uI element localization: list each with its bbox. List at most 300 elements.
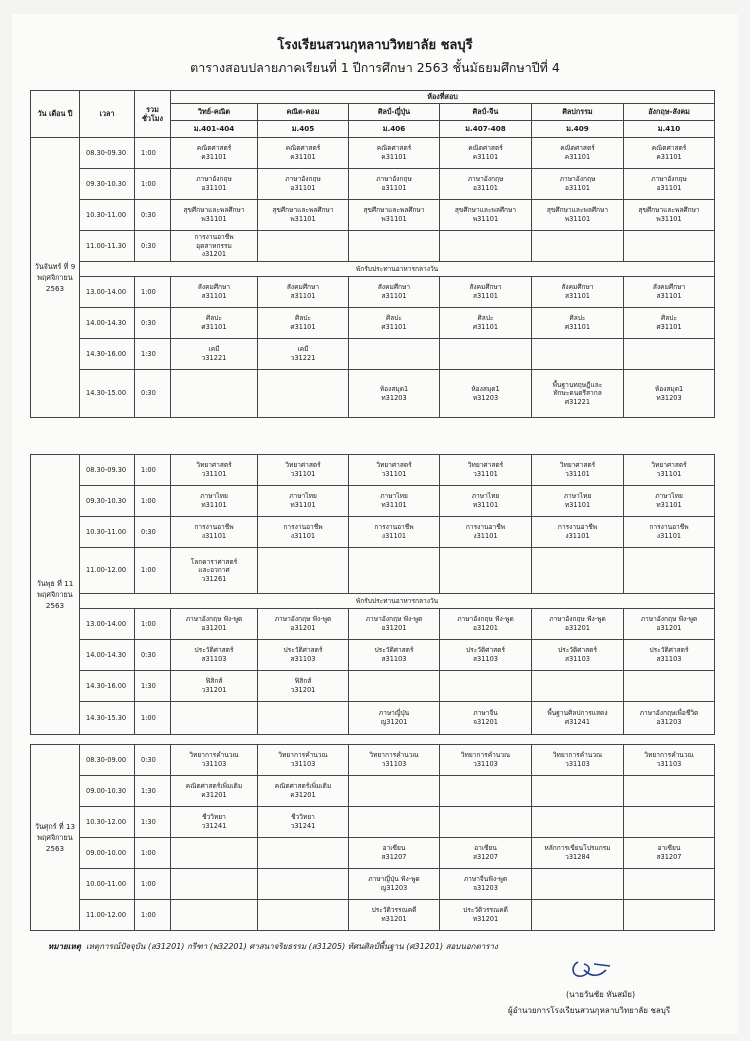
subject-cell	[349, 640, 440, 671]
subject-code: ว31261	[201, 574, 227, 583]
subject-name: ภาษาอังกฤษ	[196, 175, 232, 184]
subject-code: ว31103	[473, 760, 498, 768]
exam-row	[31, 277, 715, 308]
program-rooms: ม.407-408	[440, 121, 532, 138]
day-cell: วันศุกร์ ที่ 13 พฤศจิกายน 2563	[31, 745, 80, 931]
exam-table-day-1	[30, 90, 715, 418]
subject-code: ง31101	[381, 532, 407, 540]
subject-name: สุขศึกษาและพลศึกษา	[363, 206, 425, 215]
subject-cell	[258, 776, 349, 807]
subject-code: อ31101	[201, 184, 227, 192]
hours-cell: 1:30	[135, 339, 171, 370]
subject-name: ศิลปะ	[386, 314, 402, 323]
subject-cell	[258, 807, 349, 838]
subject-name: การงานอาชีพ	[194, 523, 234, 532]
subject-name: ภาษาอังกฤษ	[559, 175, 596, 184]
exam-row	[31, 455, 715, 486]
subject-cell	[349, 702, 440, 735]
program-name: คณิต-คอม	[258, 104, 349, 121]
subject-name: ภาษาอังกฤษ ฟัง-พูด	[274, 615, 332, 624]
subject-cell	[440, 640, 532, 671]
subject-name: อาเซียน	[382, 844, 406, 853]
subject-cell	[258, 548, 349, 594]
time-cell: 14.30-16.00	[80, 339, 135, 370]
subject-cell	[258, 869, 349, 900]
subject-code: ว31101	[656, 470, 682, 478]
subject-cell	[532, 745, 624, 776]
subject-cell	[171, 745, 258, 776]
subject-cell	[440, 548, 532, 594]
subject-name: ประวัติวรรณคดี	[371, 906, 417, 915]
subject-code: ส31103	[290, 655, 316, 663]
subject-code: ส31101	[290, 292, 316, 300]
subject-name: การงานอาชีพ	[557, 523, 598, 532]
subject-code: ท31101	[381, 501, 407, 509]
subject-cell	[258, 231, 349, 262]
hours-cell: 0:30	[135, 745, 171, 776]
subject-code: ศ31101	[564, 323, 591, 331]
subject-cell	[624, 640, 715, 671]
subject-name: ภาษาญี่ปุ่น	[378, 709, 410, 718]
subject-code: ท31201	[472, 915, 499, 923]
subject-code: ท31201	[381, 915, 407, 923]
subject-cell	[349, 308, 440, 339]
exam-table-day-2	[30, 454, 715, 735]
subject-cell	[440, 138, 532, 169]
subject-cell	[624, 745, 715, 776]
subject-code: ว31221	[201, 354, 227, 362]
subject-cell	[532, 339, 624, 370]
subject-code: อ31201	[201, 624, 227, 632]
hours-cell: 0:30	[135, 370, 171, 418]
subject-name: เคมี	[208, 345, 220, 354]
subject-name: อาเซียน	[474, 844, 497, 853]
subject-name: ศิลปะ	[206, 314, 222, 323]
subject-cell	[624, 138, 715, 169]
subject-code: ส31101	[656, 292, 682, 300]
subject-cell	[440, 308, 532, 339]
subject-cell	[624, 702, 715, 735]
subject-name: การงานอาชีพ	[194, 233, 234, 242]
subject-cell	[171, 231, 258, 262]
subject-code: ค31201	[201, 791, 227, 799]
subject-cell	[258, 277, 349, 308]
subject-cell	[258, 838, 349, 869]
hours-cell: 1:00	[135, 138, 171, 169]
exam-row	[31, 308, 715, 339]
subject-code: จ31203	[473, 884, 498, 892]
subject-cell	[258, 486, 349, 517]
exam-row	[31, 671, 715, 702]
subject-name: วิทยาการคำนวณ	[369, 751, 419, 760]
subject-cell	[349, 277, 440, 308]
subject-code: ศ31101	[290, 323, 316, 331]
lunch-break: พักรับประทานอาหารกลางวัน	[80, 594, 715, 609]
subject-cell	[171, 517, 258, 548]
time-cell: 10.30-12.00	[80, 807, 135, 838]
subject-cell	[171, 776, 258, 807]
program-name: วิทย์-คณิต	[171, 104, 258, 121]
subject-code: อ31101	[565, 184, 590, 192]
subject-cell	[258, 671, 349, 702]
subject-cell	[532, 138, 624, 169]
lunch-break: พักรับประทานอาหารกลางวัน	[80, 262, 715, 277]
subject-cell	[440, 702, 532, 735]
subject-cell	[624, 776, 715, 807]
subject-name: ศิลปะ	[477, 314, 494, 323]
subject-name: สังคมศึกษา	[469, 283, 502, 292]
time-cell: 10.30-11.00	[80, 517, 135, 548]
subject-cell	[258, 702, 349, 735]
exam-row	[31, 869, 715, 900]
subject-code: ว31103	[201, 760, 227, 768]
subject-name: พื้นฐานทฤษฎีและ	[552, 380, 603, 389]
subject-cell	[624, 455, 715, 486]
subject-cell	[440, 455, 532, 486]
subject-code: ค31201	[290, 791, 316, 799]
subject-code: ค31101	[564, 153, 591, 161]
subject-name: วิทยาการคำนวณ	[552, 751, 603, 760]
subject-cell	[440, 900, 532, 931]
subject-name: ภาษาอังกฤษ	[651, 175, 687, 184]
program-rooms: ม.406	[349, 121, 440, 138]
exam-row	[31, 138, 715, 169]
time-cell: 08.30-09.30	[80, 455, 135, 486]
subject-name: ภาษาอังกฤษเพื่อชีวิต	[639, 709, 699, 718]
subject-name: คณิตศาสตร์	[285, 144, 321, 153]
subject-cell	[171, 838, 258, 869]
subject-cell	[349, 138, 440, 169]
subject-code: ส31103	[656, 655, 682, 663]
time-cell: 08.30-09.00	[80, 745, 135, 776]
subject-cell	[532, 486, 624, 517]
subject-code: ค31101	[656, 153, 682, 161]
subject-name: สุขศึกษาและพลศึกษา	[454, 206, 517, 215]
subject-name: ประวัติศาสตร์	[649, 646, 689, 655]
subject-cell	[440, 486, 532, 517]
program-rooms: ม.409	[532, 121, 624, 138]
subject-cell	[624, 900, 715, 931]
subject-code: ค31101	[290, 153, 316, 161]
subject-cell	[349, 745, 440, 776]
subject-cell	[440, 838, 532, 869]
exam-row	[31, 169, 715, 200]
subject-code: ท31101	[472, 501, 499, 509]
subject-name: ศิลปะ	[295, 314, 311, 323]
program-name: ศิลป์-ญี่ปุ่น	[349, 104, 440, 121]
time-cell: 14.00-14.30	[80, 308, 135, 339]
subject-name: คณิตศาสตร์	[560, 144, 595, 153]
exam-row	[31, 640, 715, 671]
subject-name: ภาษาไทย	[380, 492, 408, 501]
subject-code: ว31101	[201, 470, 227, 478]
subject-code: ท31101	[656, 501, 682, 509]
subject-cell	[349, 776, 440, 807]
subject-cell	[440, 671, 532, 702]
subject-code: ง31101	[565, 532, 590, 540]
hours-cell: 1:00	[135, 455, 171, 486]
subject-cell	[532, 702, 624, 735]
subject-cell	[624, 370, 715, 418]
subject-name: สังคมศึกษา	[286, 283, 320, 292]
exam-row	[31, 231, 715, 262]
subject-name: ภาษาจีน	[473, 709, 498, 718]
time-cell: 10.30-11.00	[80, 200, 135, 231]
subject-code: พ31101	[290, 215, 316, 223]
subject-cell	[349, 200, 440, 231]
hours-cell: 1:30	[135, 807, 171, 838]
subject-cell	[349, 231, 440, 262]
subject-code: ศ31241	[564, 718, 591, 726]
subject-cell	[624, 807, 715, 838]
time-cell: 11.00-12.00	[80, 548, 135, 594]
subject-cell	[258, 339, 349, 370]
subject-code: ง31101	[473, 532, 498, 540]
subject-name: วิทยาศาสตร์	[196, 461, 232, 470]
subject-cell	[440, 776, 532, 807]
subject-cell	[532, 609, 624, 640]
subject-code: ว31101	[290, 470, 316, 478]
subject-cell	[624, 231, 715, 262]
subject-name: ห้องสมุด1	[654, 384, 684, 393]
note-label: หมายเหตุ	[48, 942, 81, 951]
subject-cell	[440, 339, 532, 370]
subject-name: อาเซียน	[657, 844, 681, 853]
subject-name: ประวัติวรรณคดี	[463, 906, 508, 915]
subject-cell	[349, 838, 440, 869]
subject-code: ว31201	[290, 686, 316, 694]
exam-row	[31, 609, 715, 640]
subject-code: ส31103	[381, 655, 407, 663]
subject-cell	[258, 455, 349, 486]
subject-cell	[171, 702, 258, 735]
time-cell: 13.00-14.00	[80, 277, 135, 308]
subject-code: อ31101	[290, 184, 316, 192]
subject-code: ว31221	[290, 354, 316, 362]
subject-cell	[171, 548, 258, 594]
subject-name: ภาษาอังกฤษ ฟัง-พูด	[365, 615, 423, 624]
exam-row	[31, 702, 715, 735]
subject-code: อ31101	[381, 184, 407, 192]
col-header-rooms: ห้องที่สอบ	[171, 91, 715, 104]
subject-name: พื้นฐานศิลปการแสดง	[547, 709, 608, 718]
subject-cell	[532, 776, 624, 807]
time-cell: 09.00-10.30	[80, 776, 135, 807]
subject-cell	[532, 517, 624, 548]
subject-cell	[624, 838, 715, 869]
col-header-day: วัน เดือน ปี	[31, 91, 80, 138]
subject-cell	[349, 370, 440, 418]
program-rooms: ม.405	[258, 121, 349, 138]
subject-name: ภาษาอังกฤษ ฟัง-พูด	[185, 615, 243, 624]
subject-cell	[440, 869, 532, 900]
exam-row	[31, 517, 715, 548]
subject-name: ประวัติศาสตร์	[374, 646, 414, 655]
footnote	[48, 940, 498, 953]
subject-cell	[349, 169, 440, 200]
time-cell: 09.30-10.30	[80, 169, 135, 200]
subject-code: ว31103	[656, 760, 682, 768]
subject-name: ทักษะดนตรีสากล	[553, 389, 602, 398]
subject-code: ส31103	[564, 655, 590, 663]
subject-name: วิทยาศาสตร์	[651, 461, 687, 470]
subject-cell	[171, 339, 258, 370]
exam-row	[31, 370, 715, 418]
subject-code: ส31101	[564, 292, 590, 300]
subject-cell	[624, 486, 715, 517]
subject-cell	[624, 339, 715, 370]
exam-row	[31, 339, 715, 370]
subject-code: อ31101	[473, 184, 498, 192]
subject-code: ศ31101	[472, 323, 499, 331]
subject-code: ส31103	[472, 655, 498, 663]
subject-name: การงานอาชีพ	[649, 523, 689, 532]
subject-name: ภาษาอังกฤษ ฟัง-พูด	[549, 615, 606, 624]
subject-cell	[532, 200, 624, 231]
subject-cell	[532, 308, 624, 339]
hours-cell: 1:00	[135, 169, 171, 200]
subject-name: สังคมศึกษา	[652, 283, 686, 292]
subject-cell	[171, 900, 258, 931]
subject-code: อ31201	[565, 624, 590, 632]
time-cell: 09.30-10.30	[80, 486, 135, 517]
subject-name: วิทยาศาสตร์	[467, 461, 504, 470]
subject-name: ภาษาญี่ปุ่น ฟัง-พูด	[368, 875, 420, 884]
time-cell: 09.00-10.00	[80, 838, 135, 869]
program-name: ศิลป์-จีน	[440, 104, 532, 121]
subject-name: ภาษาไทย	[200, 492, 228, 501]
hours-cell: 1:00	[135, 838, 171, 869]
subject-name: ภาษาอังกฤษ ฟัง-พูด	[640, 615, 698, 624]
subject-code: ว31101	[473, 470, 498, 478]
subject-code: พ31101	[381, 215, 407, 223]
subject-name: หลักการเขียนโปรแกรม	[544, 844, 611, 853]
hours-cell: 1:30	[135, 776, 171, 807]
subject-name: ฟิสิกส์	[294, 677, 312, 686]
subject-cell	[349, 486, 440, 517]
subject-cell	[349, 517, 440, 548]
exam-row	[31, 745, 715, 776]
hours-cell: 1:00	[135, 609, 171, 640]
subject-cell	[258, 640, 349, 671]
note-text: เหตุการณ์ปัจจุบัน (ส31201) กรีฑา (พ32201) ศาสนาจริยธรรม (ส31205) ทัศนศิลป์พื้นฐาน (ศ31201) สอบนอกตาราง	[86, 942, 498, 951]
subject-name: คณิตศาสตร์เพิ่มเติม	[185, 782, 243, 791]
subject-cell	[532, 169, 624, 200]
time-cell: 14.00-14.30	[80, 640, 135, 671]
subject-cell	[171, 277, 258, 308]
subject-code: ง31101	[290, 532, 316, 540]
subject-name: ชีววิทยา	[291, 813, 315, 822]
subject-name: วิทยาการคำนวณ	[644, 751, 694, 760]
subject-cell	[440, 609, 532, 640]
subject-cell	[171, 455, 258, 486]
subject-cell	[440, 517, 532, 548]
subject-cell	[349, 609, 440, 640]
subject-code: ท31203	[472, 393, 499, 402]
time-cell: 13.00-14.00	[80, 609, 135, 640]
subject-cell	[171, 640, 258, 671]
subject-code: ส31101	[201, 292, 227, 300]
subject-name: ภาษาอังกฤษ ฟัง-พูด	[457, 615, 514, 624]
subject-cell	[258, 609, 349, 640]
subject-code: อ31203	[656, 718, 682, 726]
subject-name: วิทยาการคำนวณ	[189, 751, 239, 760]
subject-cell	[624, 548, 715, 594]
day-cell: วันพุธ ที่ 11 พฤศจิกายน 2563	[31, 455, 80, 735]
subject-code: ง31201	[201, 250, 227, 259]
subject-code: ศ31101	[381, 323, 407, 331]
subject-code: อ31101	[656, 184, 682, 192]
subject-name: สุขศึกษาและพลศึกษา	[638, 206, 700, 215]
subject-name: คณิตศาสตร์	[468, 144, 503, 153]
subject-name: วิทยาศาสตร์	[285, 461, 321, 470]
subject-code: พ31101	[564, 215, 591, 223]
subject-name: คณิตศาสตร์	[196, 144, 232, 153]
subject-cell	[624, 609, 715, 640]
subject-cell	[532, 231, 624, 262]
col-header-time: เวลา	[80, 91, 135, 138]
subject-cell	[624, 671, 715, 702]
subject-name: ห้องสมุด1	[379, 384, 409, 393]
subject-cell	[440, 231, 532, 262]
exam-row	[31, 486, 715, 517]
subject-code: ว31284	[565, 853, 590, 861]
exam-row	[31, 200, 715, 231]
subject-code: ว31101	[381, 470, 407, 478]
hours-cell: 0:30	[135, 200, 171, 231]
subject-cell	[532, 370, 624, 418]
subject-name: ภาษาจีนฟัง-พูด	[463, 875, 508, 884]
program-name: ศิลปกรรม	[532, 104, 624, 121]
subject-name: การงานอาชีพ	[465, 523, 506, 532]
subject-name: ประวัติศาสตร์	[194, 646, 234, 655]
subject-name: และอวกาศ	[198, 566, 230, 575]
subject-cell	[349, 900, 440, 931]
lunch-break-row	[31, 594, 715, 609]
subject-cell	[258, 138, 349, 169]
subject-code: พ31101	[201, 215, 227, 223]
subject-name: การงานอาชีพ	[374, 523, 414, 532]
program-name: อังกฤษ-สังคม	[624, 104, 715, 121]
subject-name: ภาษาไทย	[289, 492, 317, 501]
exam-row	[31, 838, 715, 869]
subject-cell	[258, 308, 349, 339]
subject-code: อ31201	[473, 624, 498, 632]
subject-cell	[532, 807, 624, 838]
exam-row	[31, 807, 715, 838]
exam-row	[31, 776, 715, 807]
subject-cell	[349, 455, 440, 486]
hours-cell: 1:00	[135, 702, 171, 735]
subject-code: ญ31201	[380, 718, 408, 726]
subject-name: วิทยาศาสตร์	[376, 461, 412, 470]
subject-code: จ31201	[473, 718, 498, 726]
subject-code: ว31201	[201, 686, 227, 694]
subject-name: คณิตศาสตร์เพิ่มเติม	[274, 782, 332, 791]
subject-cell	[440, 200, 532, 231]
subject-code: ง31101	[201, 532, 227, 540]
subject-code: ค31101	[201, 153, 227, 161]
subject-name: ภาษาไทย	[655, 492, 683, 501]
hours-cell: 0:30	[135, 231, 171, 262]
time-cell: 14.30-15.00	[80, 370, 135, 418]
subject-cell	[171, 138, 258, 169]
school-title: โรงเรียนสวนกุหลาบวิทยาลัย ชลบุรี	[277, 38, 473, 53]
subject-name: ภาษาไทย	[563, 492, 592, 501]
subject-cell	[532, 900, 624, 931]
subject-name: คณิตศาสตร์	[651, 144, 687, 153]
subject-cell	[171, 370, 258, 418]
